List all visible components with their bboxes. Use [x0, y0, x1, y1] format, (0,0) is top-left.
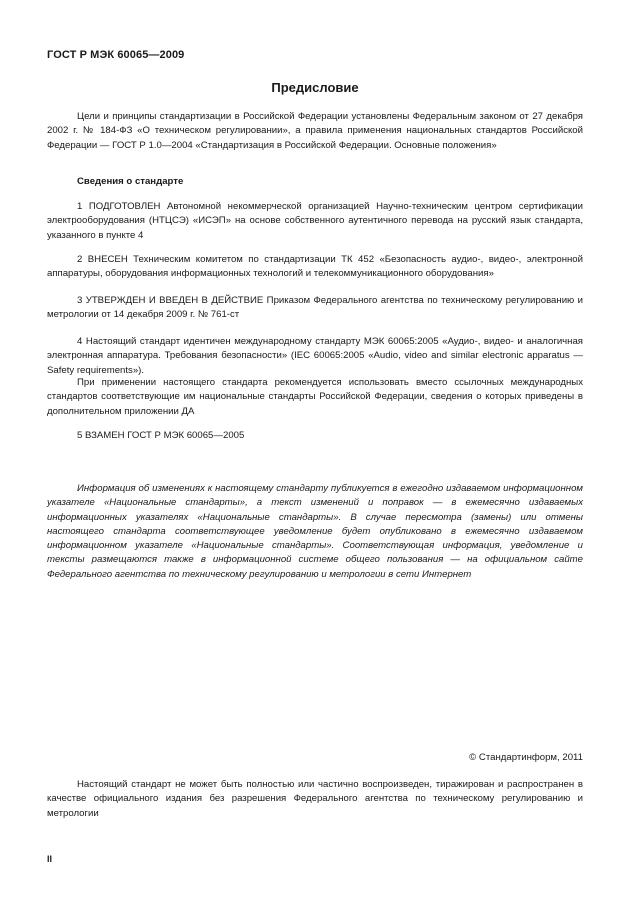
reproduction-notice: Настоящий стандарт не может быть полностью или частично воспроизведен, тиражирован и распространен в качестве официального издания без разрешения Федерального агентства по техническому регулированию и метрологии	[47, 779, 583, 819]
page-number: II	[47, 854, 53, 864]
standard-info-note: При применении настоящего стандарта рекомендуется использовать вместо ссылочных международных стандартов соответствующие им национальные стандарты Российской Федерации, сведения о которых приведены в дополнительном приложении ДА	[47, 377, 583, 417]
intro-paragraph: Цели и принципы стандартизации в Российской Федерации установлены Федеральным законом от 27 декабря 2002 г. № 184-ФЗ «О техническом регулировании», а правила применения национальных стандартов Российской Федерации — ГОСТ Р 1.0—2004 «Стандартизация в Российской Федерации. Основные положения»	[47, 111, 583, 151]
page-title: Предисловие	[271, 80, 359, 95]
copyright-line: © Стандартинформ, 2011	[469, 752, 583, 763]
standard-info-heading: Сведения о стандарте	[77, 176, 184, 187]
document-code-header: ГОСТ Р МЭК 60065—2009	[47, 49, 185, 61]
change-notice-paragraph: Информация об изменениях к настоящему стандарту публикуется в ежегодно издаваемом информационном указателе «Национальные стандарты», а текст изменений и поправок — в ежемесячно издаваемых информационных указателях «Национальные стандарты». В случае пересмотра (замены) или отмены настоящего стандарта соответствующее уведомление будет опубликовано в ежемесячно издаваемом информационном указателе «Национальные стандарты». Соответствующая информация, уведомление и тексты размещаются также в информационной системе общего пользования — на официальном сайте Федерального агентства по техническому регулированию и метрологии в сети Интернет	[47, 483, 583, 580]
standard-info-item-2: 2 ВНЕСЕН Техническим комитетом по стандартизации ТК 452 «Безопасность аудио-, видео-, электронной аппаратуры, оборудования информационных технологий и телекоммуникационного оборудования»	[47, 254, 583, 280]
standard-info-item-4: 4 Настоящий стандарт идентичен международному стандарту МЭК 60065:2005 «Аудио-, видео- и аналогичная электронная аппаратура. Требования безопасности» (IEC 60065:2005 «Audio, video and similar electronic apparatus — Safety requirements»).	[47, 336, 583, 376]
standard-info-item-3: 3 УТВЕРЖДЕН И ВВЕДЕН В ДЕЙСТВИЕ Приказом Федерального агентства по техническому регулированию и метрологии от 14 декабря 2009 г. № 761-ст	[47, 295, 583, 321]
standard-info-item-1: 1 ПОДГОТОВЛЕН Автономной некоммерческой организацией Научно-техническим центром сертификации электрооборудования (НТЦСЭ) «ИСЭП» на основе собственного аутентичного перевода на русский язык стандарта, указанного в пункте 4	[47, 201, 583, 241]
standard-info-item-5: 5 ВЗАМЕН ГОСТ Р МЭК 60065—2005	[77, 430, 245, 441]
